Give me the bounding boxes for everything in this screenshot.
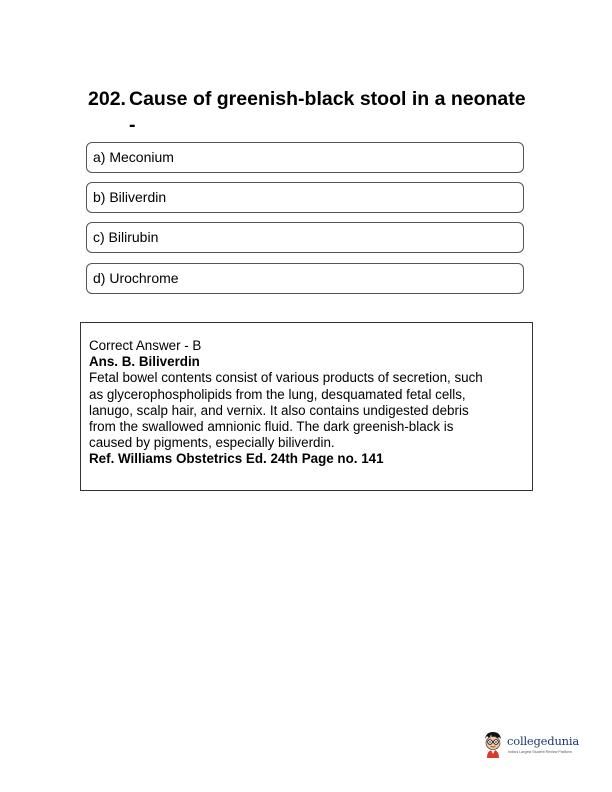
question [88,86,528,138]
option-a[interactable]: a) Meconium [86,142,524,173]
explanation-line: from the swallowed amnionic fluid. The dark greenish-black is [89,419,454,435]
mascot-icon [482,730,504,758]
correct-answer: Correct Answer - B [89,338,202,353]
answer-box [80,322,533,491]
option-d[interactable]: d) Urochrome [86,263,524,294]
question-text: Cause of greenish-black stool in a neonate - [129,88,526,136]
answer-heading: Ans. B. Biliverdin [89,354,200,370]
explanation-line: lanugo, scalp hair, and vernix. It also contains undigested debris [89,402,469,418]
logo-name: collegedunia [507,734,580,748]
option-c[interactable]: c) Bilirubin [86,222,524,253]
reference: Ref. Williams Obstetrics Ed. 24th Page no. 141 [89,451,384,467]
logo-tagline: India's Largest Student Review Platform [508,750,572,754]
question-number: 202. [88,88,126,110]
collegedunia-logo [482,730,582,760]
explanation-line: as glycerophospholipids from the lung, desquamated fetal cells, [89,386,466,402]
explanation-line: caused by pigments, especially biliverdin. [89,435,335,451]
explanation-line: Fetal bowel contents consist of various products of secretion, such [89,370,483,386]
option-b[interactable]: b) Biliverdin [86,182,524,213]
